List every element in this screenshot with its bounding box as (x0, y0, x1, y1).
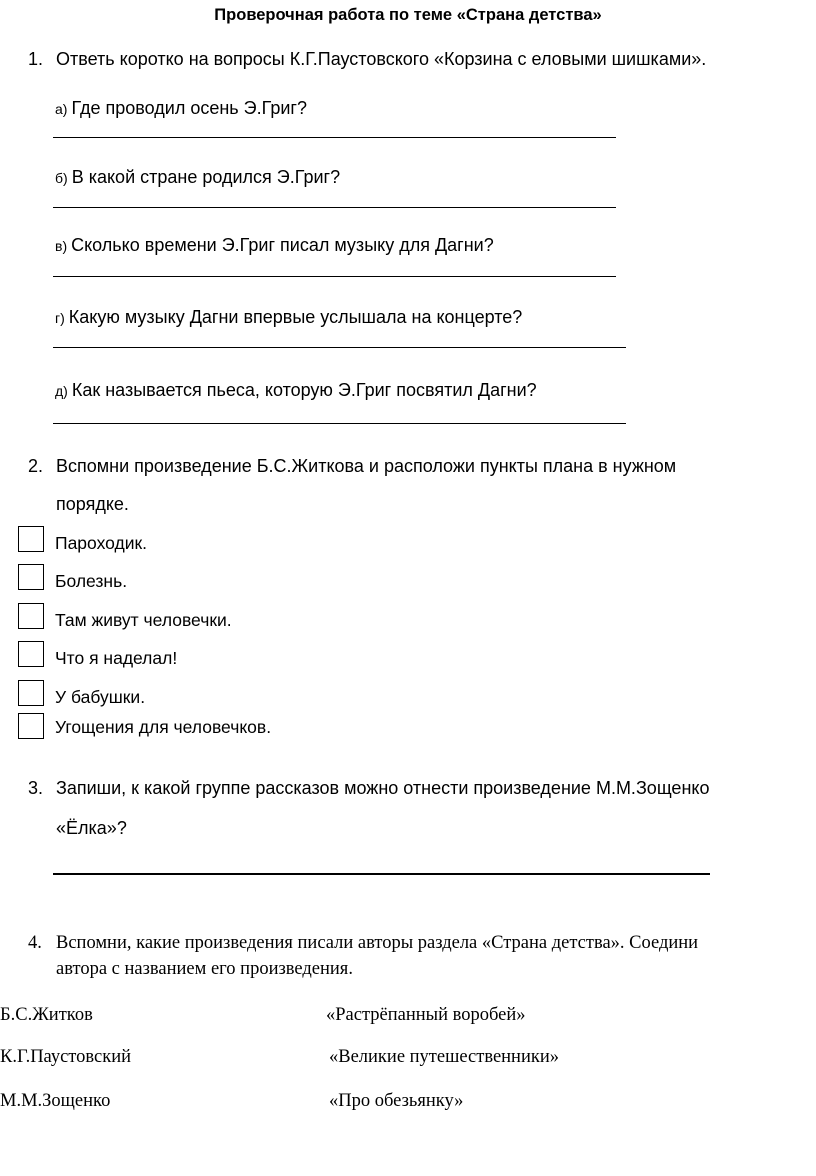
order-box-2[interactable] (18, 564, 44, 590)
q2-line1: Вспомни произведение Б.С.Житкова и расположи пункты плана в нужном (56, 456, 677, 476)
author-1[interactable]: Б.С.Житков (0, 1005, 93, 1025)
work-1[interactable]: «Растрёпанный воробей» (326, 1005, 526, 1025)
q3-number: 3. (28, 778, 44, 798)
order-box-3[interactable] (18, 603, 44, 629)
answer-line-d[interactable] (53, 347, 626, 348)
answer-line-b[interactable] (53, 207, 616, 208)
q1-item-b-letter: б) (55, 170, 68, 186)
answer-line-e[interactable] (53, 423, 626, 424)
q1-item-d (55, 307, 522, 328)
work-3[interactable]: «Про обезьянку» (329, 1091, 464, 1111)
q1-item-e-letter: д) (55, 383, 68, 399)
answer-line-a[interactable] (53, 137, 616, 138)
q3-line1: Запиши, к какой группе рассказов можно отнести произведение М.М.Зощенко (56, 778, 710, 798)
q1-item-e (55, 380, 537, 401)
order-box-4[interactable] (18, 641, 44, 667)
order-box-5[interactable] (18, 680, 44, 706)
q1-item-d-letter: г) (55, 310, 65, 326)
q1-item-c-text: Сколько времени Э.Григ писал музыку для Дагни? (71, 235, 494, 255)
plan-item-6: Угощения для человечков. (55, 717, 272, 737)
q2-line2: порядке. (56, 494, 129, 514)
q1-text: Ответь коротко на вопросы К.Г.Паустовского «Корзина с еловыми шишками». (56, 49, 707, 69)
page-title: Проверочная работа по теме «Страна детства» (214, 6, 602, 24)
q4-number: 4. (28, 933, 42, 953)
plan-item-4: Что я наделал! (55, 648, 178, 668)
q1-item-c (55, 235, 494, 256)
q1-item-a-text: Где проводил осень Э.Григ? (71, 98, 307, 118)
q1-item-b-text: В какой стране родился Э.Григ? (71, 167, 341, 187)
q2-number: 2. (28, 456, 44, 476)
work-2[interactable]: «Великие путешественники» (329, 1047, 559, 1067)
plan-item-2: Болезнь. (55, 571, 128, 591)
plan-item-1: Пароходик. (55, 533, 147, 553)
q1-item-a (55, 98, 307, 119)
q4-line1: Вспомни, какие произведения писали авторы раздела «Страна детства». Соедини (56, 933, 699, 953)
order-box-6[interactable] (18, 713, 44, 739)
answer-line-q3[interactable] (53, 873, 710, 875)
q1-item-a-letter: а) (55, 101, 68, 117)
order-box-1[interactable] (18, 526, 44, 552)
q1-item-e-text: Как называется пьеса, которую Э.Григ посвятил Дагни? (71, 380, 537, 400)
q3-line2: «Ёлка»? (56, 818, 127, 838)
plan-item-5: У бабушки. (55, 687, 146, 707)
q1-item-c-letter: в) (55, 238, 68, 254)
answer-line-c[interactable] (53, 276, 616, 277)
q1-item-b (55, 167, 340, 188)
plan-item-3: Там живут человечки. (55, 610, 232, 630)
q4-line2: автора с названием его произведения. (56, 959, 353, 979)
author-3[interactable]: М.М.Зощенко (0, 1091, 111, 1111)
author-2[interactable]: К.Г.Паустовский (0, 1047, 132, 1067)
q1-number: 1. (28, 49, 44, 69)
q1-item-d-text: Какую музыку Дагни впервые услышала на концерте? (68, 307, 523, 327)
